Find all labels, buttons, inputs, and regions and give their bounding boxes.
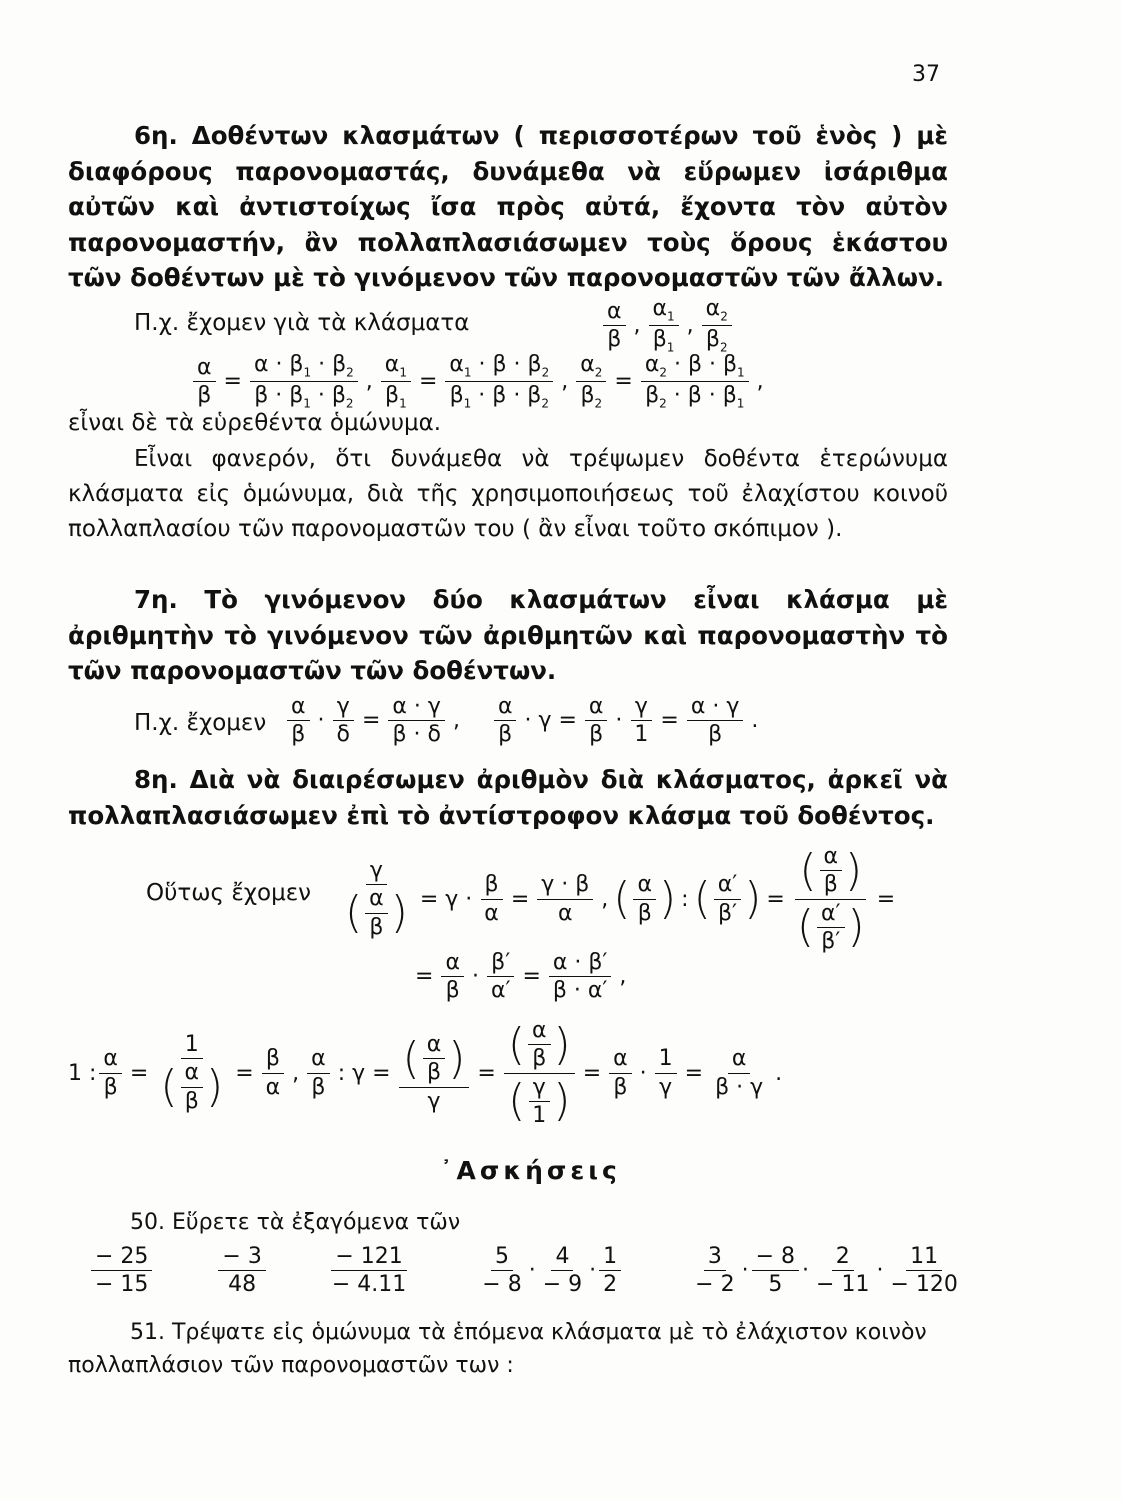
example-6-result: εἶναι δὲ τὰ εὑρεθέντα ὁμώνυμα. <box>68 410 442 436</box>
exercise-50-product-1-factor: 1 2 <box>599 1244 621 1298</box>
example-7-intro: Π.χ. ἔχομεν <box>134 710 267 736</box>
exercise-50-text: 50. Εὕρετε τὰ ἐξαγόμενα τῶν <box>130 1210 461 1235</box>
example-6-fractions: α β , $\alpha_1$ $\beta_1$ , $\alpha_2$ $\beta_2$ <box>600 296 735 355</box>
example-8-intro: Οὕτως ἔχομεν <box>146 880 312 906</box>
exercise-50-item: − 25 − 15 <box>91 1244 152 1298</box>
exercise-50-product-2-factor: 11 − 120 <box>890 1244 958 1298</box>
example-8-equation-2: = $\frac{\alpha}{\beta}$ · $\frac{\beta'}{\alpha'}$ = $\frac{\alpha \cdot \beta'}{\beta \cdot \alpha'}$ , <box>415 950 627 1004</box>
example-7-equations: α β · $\frac{\gamma}{\delta}$ = $\frac{\alpha \cdot \gamma}{\beta \cdot \delta}$ , α β · γ = $\frac{\alpha}{\beta}$ · $\frac{\gamma}{1}$ = $\frac{\alpha \cdot \gamma}{\beta}$ . <box>284 694 763 748</box>
exercise-51-text: 51. Τρέψατε εἰς ὁμώνυμα τὰ ἑπόμενα κλάσματα μὲ τὸ ἐλάχιστον κοινὸν πολλαπλάσιον τῶν παρονομαστῶν των : <box>68 1320 927 1378</box>
page-number: 37 <box>912 62 940 87</box>
rule-6-paragraph: 6η. Δοθέντων κλασμάτων ( περισσοτέρων τοῦ ἑνὸς ) μὲ διαφόρους παρονομαστάς, δυνάμεθα νὰ εὕρωμεν ἰσάριθμα αὐτῶν καὶ ἀντιστοίχως ἴσα πρὸς αὐτά, ἔχοντα τὸν αὐτὸν παρονομαστήν, ἂν πολλαπλασιάσωμεν τοὺς ὅρους ἑκάστου τῶν δοθέντων μὲ τὸ γινόμενον τῶν παρονομαστῶν τῶν ἄλλων. <box>68 121 948 293</box>
exercise-50-product-2-factor: 3 − 2 <box>695 1244 735 1298</box>
example-8-equation-1: γ ( α β ) = γ · $\frac{\beta}{\alpha}$ = $\frac{\gamma \cdot \beta}{\alpha}$ , ( α β ) : ( α′ β′ ) = ( α β ) ( α′ β′ ) = <box>345 844 896 954</box>
exercise-50-product-2-factor: 2 − 11 <box>816 1244 870 1298</box>
exercise-50-product-1-factor: 5 − 8 <box>482 1244 522 1298</box>
example-6-intro: Π.χ. ἔχομεν γιὰ τὰ κλάσματα <box>134 310 470 336</box>
example-6-equations: $\frac{\alpha}{\beta}$ = $\frac{\alpha \cdot \beta_1 \cdot \beta_2}{\beta \cdot \beta_1 \cdot \beta_2}$ , $\frac{\alpha_1}{\beta_1}$ = $\frac{\alpha_1 \cdot \beta \cdot \beta_2}{\beta_1 \cdot \beta \cdot \beta_2}$ , $\frac{\alpha_2}{\beta_2}$ = $\frac{\alpha_2 \cdot \beta \cdot \beta_1}{\beta_2 \cdot \beta \cdot \beta_1}$ , <box>190 352 769 411</box>
exercise-50-item: − 121 − 4.11 <box>331 1244 407 1298</box>
exercise-50-product-1-factor: 4 − 9 <box>542 1244 583 1298</box>
rule-7-paragraph: 7η. Τὸ γινόμενον δύο κλασμάτων εἶναι κλάσμα μὲ ἀριθμητὴν τὸ γινόμενον τῶν ἀριθμητῶν καὶ παρονομαστὴν τὸ τῶν παρονομαστῶν τῶν δοθέντων. <box>68 585 948 686</box>
exercise-50-product-2-factor: − 8 5 <box>752 1244 799 1298</box>
rule-8-paragraph: 8η. Διὰ νὰ διαιρέσωμεν ἀριθμὸν διὰ κλάσματος, ἀρκεῖ νὰ πολλαπλασιάσωμεν ἐπὶ τὸ ἀντίστροφον κλάσμα τοῦ δοθέντος. <box>68 765 948 830</box>
exercise-50-items: − 25 − 15 − 3 48 − 121 − 4.11 5 − 8 · 4 − 9 · 1 2 3 − 2 · − 8 5 · 2 − 11 · 11 − 120 <box>88 1244 965 1298</box>
exercise-50-item: − 3 48 <box>218 1244 265 1298</box>
exercises-heading: ᾿Ασκήσεις <box>440 1156 621 1185</box>
paragraph-common-denominator: Εἶναι φανερόν, ὅτι δυνάμεθα νὰ τρέψωμεν δοθέντα ἑτερώνυμα κλάσματα εἰς ὁμώνυμα, διὰ τῆς χρησιμοποιήσεως τοῦ ἐλαχίστου κοινοῦ πολλαπλασίου τῶν παρονομαστῶν του ( ἂν εἶναι τοῦτο σκόπιμον ). <box>68 446 948 542</box>
example-8-equation-3: 1 : $\frac{\alpha}{\beta}$ = 1 ( α β ) = $\frac{\beta}{\alpha}$ , α β : γ = ( α β ) γ = ( α β ) ( γ 1 ) = $\frac{\alpha}{\beta}$ · $\frac{1}{\gamma}$ = $\frac{\alpha}{\beta \cdot \gamma}$ . <box>68 1018 783 1128</box>
